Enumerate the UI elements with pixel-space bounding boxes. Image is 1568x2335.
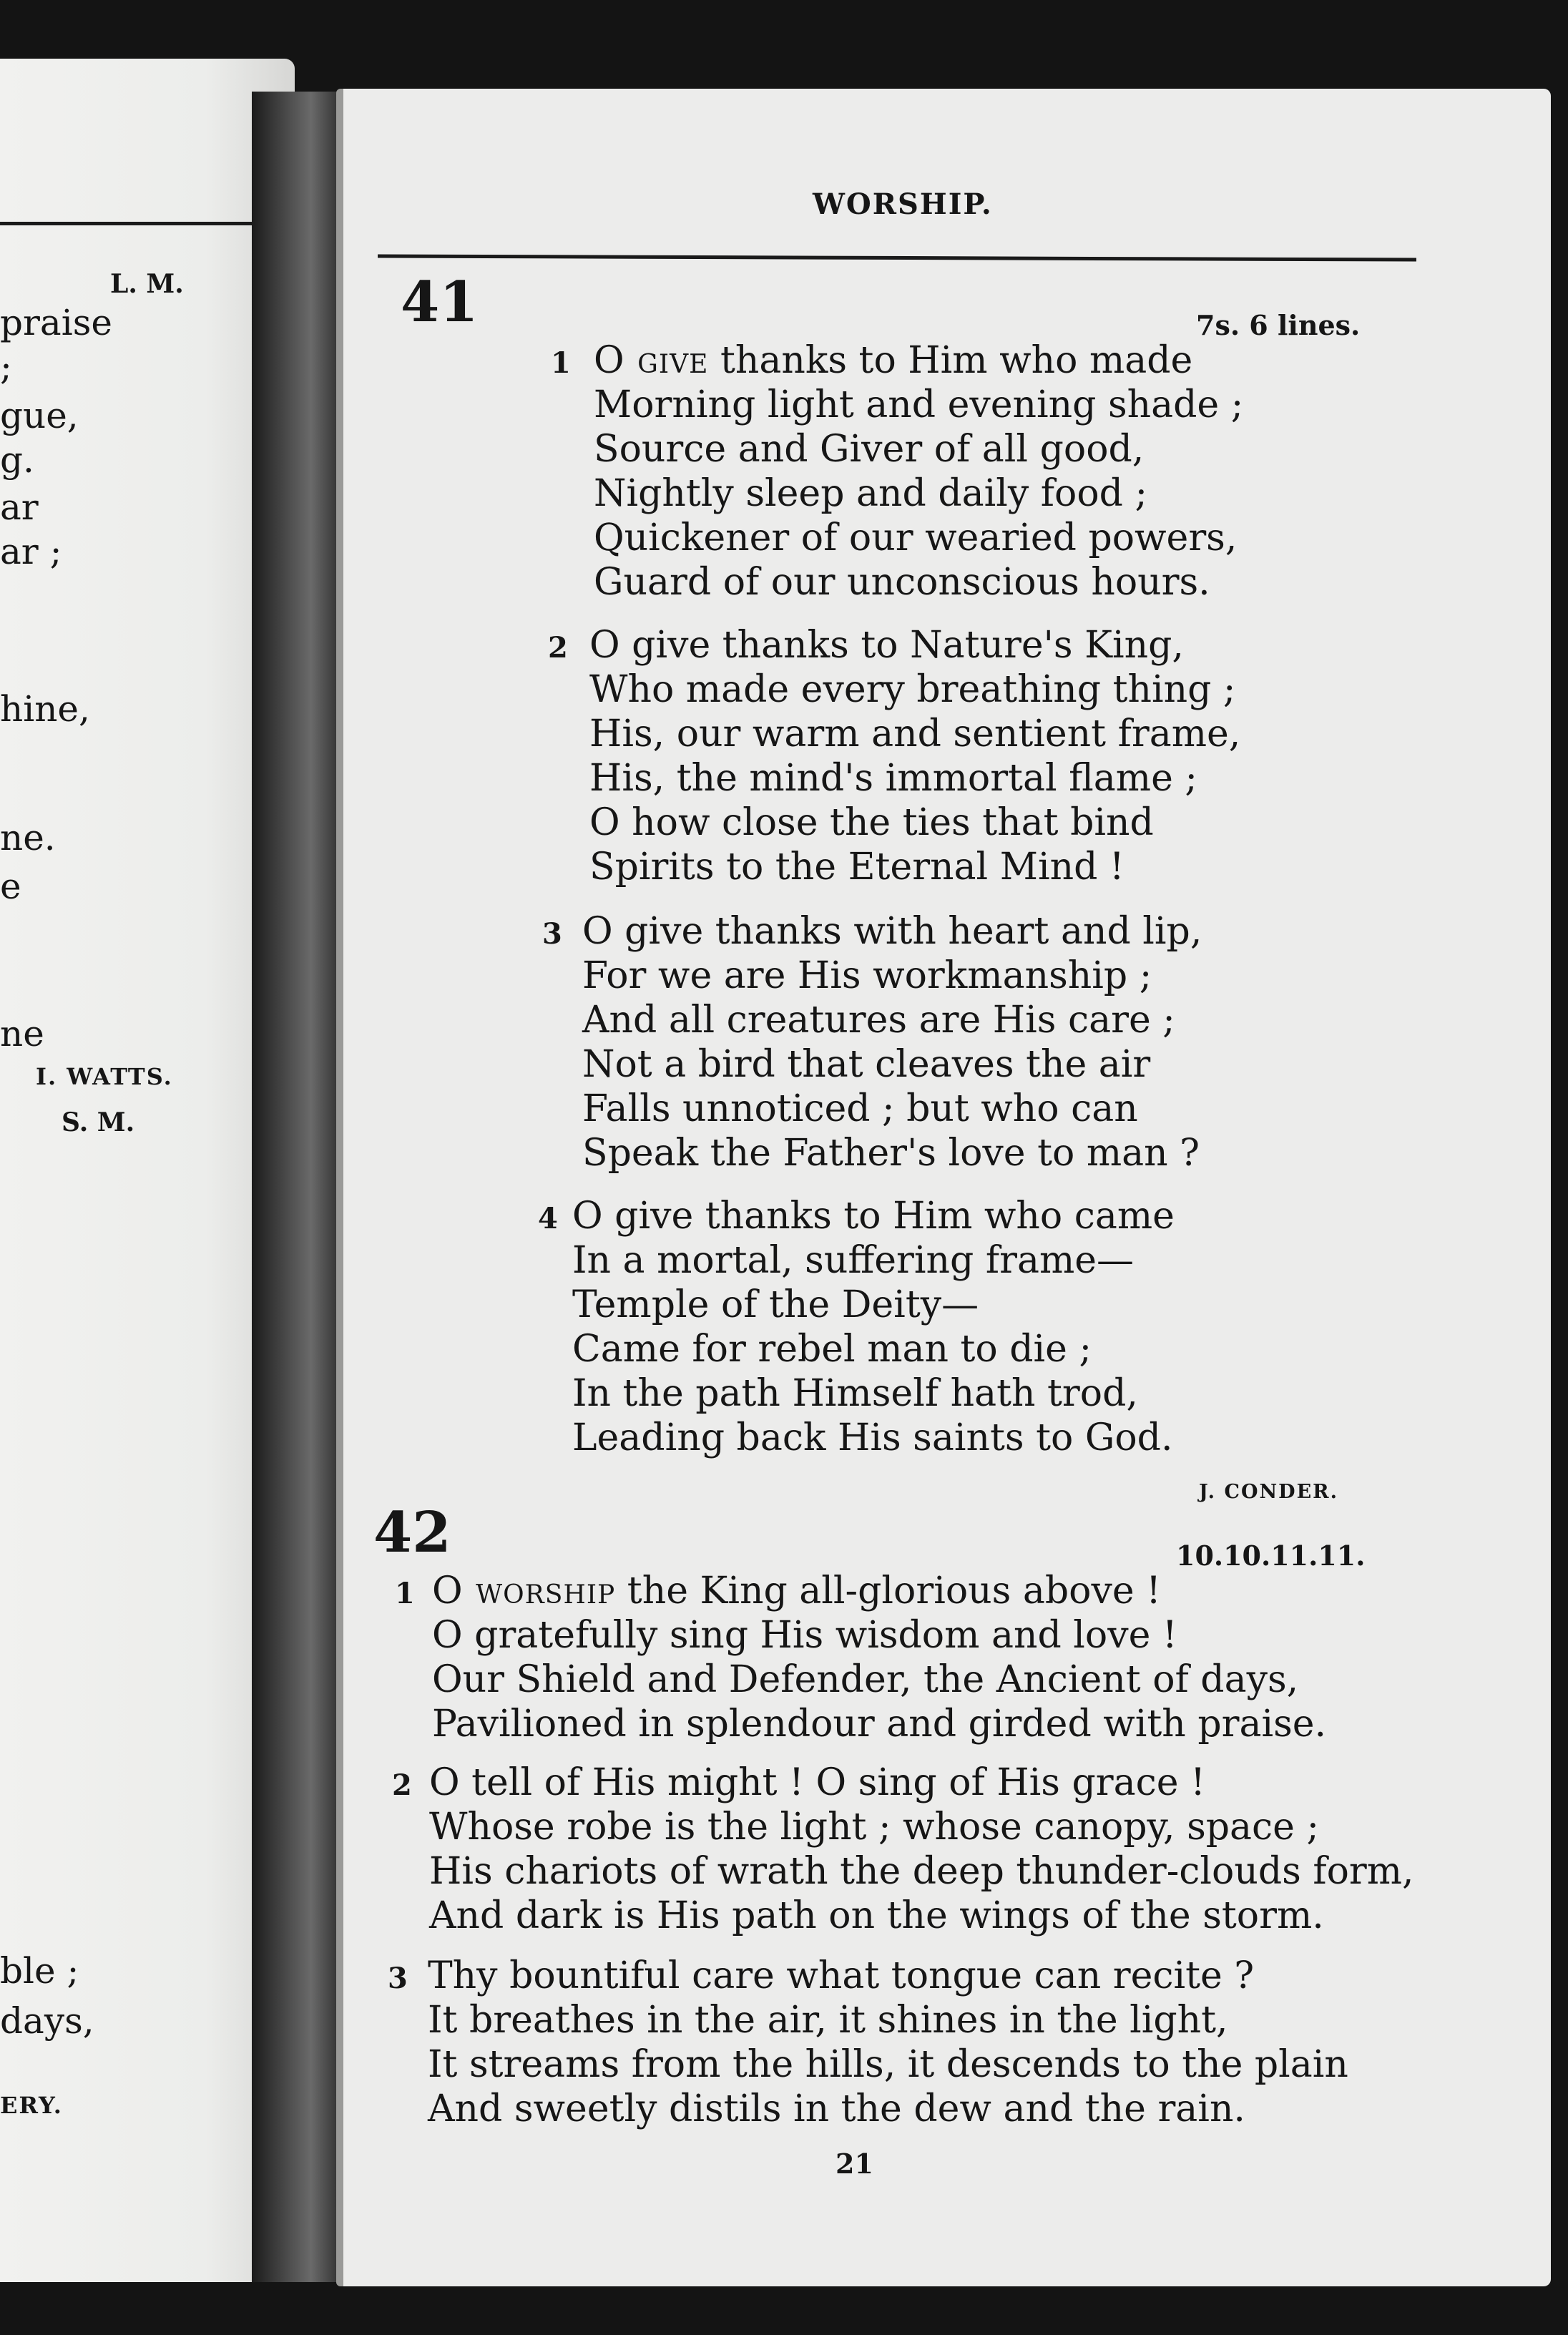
verse-line: It breathes in the air, it shines in the light, (428, 1999, 1228, 2042)
verse-line: O give thanks with heart and lip, (582, 910, 1202, 953)
verse-line: O tell of His might ! O sing of His grace ! (429, 1761, 1205, 1804)
left-page-fragment: L. M. (110, 269, 184, 299)
verse-number: 3 (388, 1962, 408, 1995)
verse-line: Temple of the Deity— (572, 1283, 979, 1326)
hymn-number: 42 (373, 1500, 451, 1565)
verse-line: Source and Giver of all good, (594, 428, 1145, 471)
verse-line: Falls unnoticed ; but who can (582, 1087, 1138, 1130)
verse-line: Came for rebel man to die ; (572, 1328, 1092, 1371)
verse-line: O give thanks to Him who came (572, 1195, 1175, 1238)
hymn-meter: 10.10.11.11. (1176, 1539, 1366, 1572)
verse-line-rest: thanks to Him who made (708, 339, 1193, 382)
verse-line: And sweetly distils in the dew and the rain. (428, 2087, 1245, 2130)
verse-line: Pavilioned in splendour and girded with praise. (432, 1703, 1327, 1746)
left-page-fragment: ne (0, 1013, 44, 1054)
hymn-author: J. CONDER. (1199, 1481, 1338, 1503)
verse-number: 1 (395, 1577, 415, 1610)
verse-number: 2 (392, 1768, 412, 1802)
left-page-fragment: g. (0, 439, 34, 481)
verse-line: O how close the ties that bind (589, 801, 1154, 844)
verse-line: Morning light and evening shade ; (594, 383, 1244, 426)
left-page-rule (0, 222, 259, 225)
verse-number: 4 (538, 1202, 558, 1235)
left-page-fragment: gue, (0, 395, 79, 436)
verse-line: Not a bird that cleaves the air (582, 1043, 1151, 1086)
verse-line: Whose robe is the light ; whose canopy, space ; (429, 1806, 1319, 1849)
verse-line: Speak the Father's love to man ? (582, 1132, 1200, 1175)
verse-line: His chariots of wrath the deep thunder-clouds form, (429, 1850, 1414, 1893)
verse-line-rest: the King all-glorious above ! (615, 1570, 1162, 1612)
verse-line (594, 339, 1193, 382)
verse-line: Quickener of our wearied powers, (594, 517, 1238, 559)
left-page-fragment: e (0, 866, 21, 907)
verse-line: For we are His workmanship ; (582, 954, 1152, 997)
verse-number: 3 (542, 917, 562, 951)
verse-line: In a mortal, suffering frame— (572, 1239, 1135, 1282)
verse-number: 1 (551, 346, 571, 380)
verse-line: His, our warm and sentient frame, (589, 713, 1241, 755)
facing-page-left (0, 59, 295, 2282)
verse-line: His, the mind's immortal flame ; (589, 757, 1197, 800)
left-page-fragment: ar (0, 486, 39, 528)
running-header: WORSHIP. (813, 187, 993, 221)
left-page-fragment: ble ; (0, 1950, 79, 1992)
verse-line: Thy bountiful care what tongue can recite ? (428, 1954, 1255, 1997)
verse-incipit: O worship (432, 1570, 616, 1612)
verse-line: Who made every breathing thing ; (589, 668, 1236, 711)
verse-incipit: O give (594, 339, 709, 382)
verse-line: O give thanks to Nature's King, (589, 624, 1184, 667)
verse-line: And all creatures are His care ; (582, 999, 1175, 1042)
verse-number: 2 (548, 631, 568, 665)
hymn-number: 41 (401, 270, 479, 335)
left-page-fragment: ar ; (0, 531, 62, 572)
left-page-fragment: S. M. (62, 1107, 135, 1137)
verse-line: Nightly sleep and daily food ; (594, 472, 1147, 515)
left-page-fragment: ne. (0, 817, 56, 858)
page-number: 21 (836, 2148, 873, 2180)
left-page-fragment: ; (0, 346, 12, 388)
hymn-meter: 7s. 6 lines. (1196, 309, 1361, 341)
left-page-fragment: days, (0, 2000, 94, 2042)
verse-line: And dark is His path on the wings of the storm. (429, 1894, 1324, 1937)
verse-line: Our Shield and Defender, the Ancient of days, (432, 1658, 1299, 1701)
verse-line: Spirits to the Eternal Mind ! (589, 846, 1124, 889)
left-page-fragment: praise (0, 302, 112, 343)
verse-line (432, 1572, 1161, 1610)
verse-line: O gratefully sing His wisdom and love ! (432, 1614, 1177, 1657)
verse-line: Guard of our unconscious hours. (594, 561, 1210, 604)
verse-line: In the path Himself hath trod, (572, 1372, 1138, 1415)
verse-line: Leading back His saints to God. (572, 1416, 1173, 1459)
left-page-fragment: ERY. (0, 2092, 63, 2119)
left-page-fragment: I. WATTS. (36, 1063, 173, 1090)
verse-line: It streams from the hills, it descends to the plain (428, 2043, 1348, 2086)
left-page-fragment: hine, (0, 688, 90, 730)
